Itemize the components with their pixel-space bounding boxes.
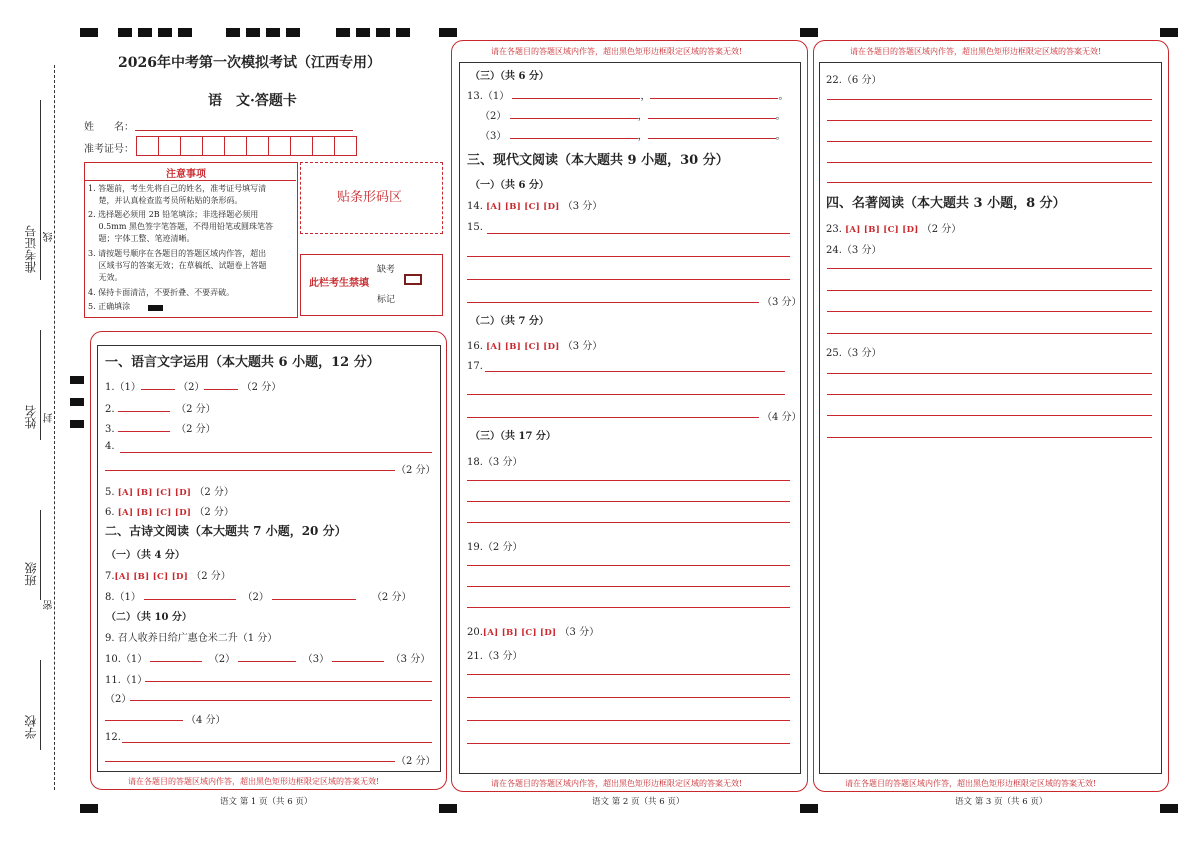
- answer-line[interactable]: [120, 452, 432, 453]
- alignment-mark: [226, 28, 240, 37]
- notice-item: 2. 选择题必须用 2B 铅笔填涂；非选择题必须用: [88, 210, 259, 219]
- score-label: （2 分）: [396, 465, 436, 476]
- subsection-title: （三）（共 6 分）: [470, 71, 549, 82]
- answer-line[interactable]: [485, 371, 785, 372]
- barcode-label: 贴条形码区: [337, 190, 403, 205]
- section4-title: 四、名著阅读（本大题共 3 小题，8 分）: [826, 196, 1066, 211]
- notice-item: 区域书写的答案无效；在草稿纸、试题卷上答题: [88, 261, 267, 270]
- notice-item: 3. 请按题号顺序在各题目的答题区域内作答，超出: [88, 249, 267, 258]
- question-23: 23. [A] [B] [C] [D] （2 分）: [826, 224, 962, 235]
- answer-line[interactable]: [827, 394, 1152, 395]
- alignment-mark: [1160, 28, 1178, 37]
- answer-line[interactable]: [467, 279, 790, 280]
- answer-line[interactable]: [827, 290, 1152, 291]
- answer-line[interactable]: [467, 417, 759, 418]
- question-13-1: 13.（1） ， 。: [467, 91, 789, 102]
- answer-line[interactable]: [827, 333, 1152, 334]
- question-10: 10.（1） （2） （3） （3 分）: [105, 654, 431, 665]
- notice-item: 5. 正确填涂: [88, 302, 131, 311]
- id-number-boxes[interactable]: [136, 136, 356, 156]
- answer-line[interactable]: [122, 742, 432, 743]
- alignment-mark: [70, 376, 84, 384]
- score-label: （4 分）: [186, 715, 226, 726]
- name-label: 姓 名：: [84, 122, 134, 133]
- question-1: 1.（1） （2） （2 分）: [105, 382, 282, 393]
- alignment-mark: [336, 28, 350, 37]
- warning-text: 请在各题目的答题区域内作答，超出黑色矩形边框限定区域的答案无效!: [491, 779, 743, 788]
- answer-line[interactable]: [467, 697, 790, 698]
- answer-line[interactable]: [827, 437, 1152, 438]
- warning-text: 请在各题目的答题区域内作答，超出黑色矩形边框限定区域的答案无效!: [128, 777, 380, 786]
- alignment-mark: [70, 420, 84, 428]
- subsection-title: （一）（共 4 分）: [106, 550, 185, 561]
- subsection-title: （一）（共 6 分）: [470, 180, 549, 191]
- notice-item: 楚，并认真检查监考员所粘贴的条形码。: [88, 196, 243, 205]
- answer-line[interactable]: [827, 311, 1152, 312]
- answer-line[interactable]: [467, 256, 790, 257]
- sidebar-label-name: 姓名: [24, 405, 38, 429]
- score-label: （4 分）: [762, 412, 802, 423]
- alignment-mark: [800, 804, 818, 813]
- answer-line[interactable]: [467, 565, 790, 566]
- warning-text: 请在各题目的答题区域内作答，超出黑色矩形边框限定区域的答案无效!: [850, 47, 1102, 56]
- page1-footer: 语文 第 1 页（共 6 页）: [220, 797, 313, 807]
- page2-footer: 语文 第 2 页（共 6 页）: [592, 797, 685, 807]
- question-16: 16. [A] [B] [C] [D] （3 分）: [467, 341, 603, 352]
- answer-line[interactable]: [467, 302, 759, 303]
- page2-answer-frame: [459, 62, 801, 774]
- answer-line[interactable]: [827, 373, 1152, 374]
- answer-line[interactable]: [467, 501, 790, 502]
- seal-char-seal: 封: [44, 413, 55, 423]
- question-13-2: （2） ， 。: [480, 111, 786, 122]
- question-14: 14. [A] [B] [C] [D] （3 分）: [467, 201, 603, 212]
- question-3: 3. （2 分）: [105, 424, 216, 435]
- exam-title: 2026年中考第一次模拟考试（江西专用）: [118, 55, 381, 71]
- subsection-title: （三）（共 17 分）: [470, 431, 556, 442]
- page3-answer-frame: [819, 62, 1162, 774]
- question-4: 4.: [105, 441, 115, 452]
- alignment-mark: [286, 28, 300, 37]
- absent-mark-box[interactable]: [404, 274, 422, 285]
- binding-line: [54, 65, 55, 790]
- answer-line[interactable]: [827, 182, 1152, 183]
- notice-title: 注意事项: [166, 169, 206, 180]
- alignment-mark: [118, 28, 132, 37]
- subsection-title: （二）（共 7 分）: [470, 316, 549, 327]
- question-9: 9. 召人收养日给广惠仓米二升（1 分）: [105, 633, 278, 644]
- filled-example-mark: [148, 305, 163, 311]
- section1-title: 一、语言文字运用（本大题共 6 小题，12 分）: [105, 355, 380, 370]
- sidebar-underline: [40, 100, 41, 280]
- notice-item: 0.5mm 黑色签字笔答题，不得用铅笔或圆珠笔答: [88, 222, 273, 231]
- question-11-part2: （2）: [105, 694, 132, 705]
- section2-title: 二、古诗文阅读（本大题共 7 小题，20 分）: [105, 524, 347, 538]
- notice-item: 题；字体工整、笔迹清晰。: [88, 234, 195, 243]
- sidebar-label-class: 班级: [24, 562, 38, 586]
- answer-line[interactable]: [827, 99, 1152, 100]
- alignment-mark: [356, 28, 370, 37]
- answer-line[interactable]: [827, 415, 1152, 416]
- answer-line[interactable]: [467, 674, 790, 675]
- sidebar-label-school: 学校: [24, 715, 38, 739]
- question-8: 8.（1） （2） （2 分）: [105, 592, 412, 603]
- answer-line[interactable]: [467, 720, 790, 721]
- alignment-mark: [376, 28, 390, 37]
- score-label: （2 分）: [396, 756, 436, 767]
- answer-line[interactable]: [105, 761, 395, 762]
- answer-line[interactable]: [145, 681, 432, 682]
- answer-line[interactable]: [467, 743, 790, 744]
- question-15: 15.: [467, 222, 483, 233]
- warning-text: 请在各题目的答题区域内作答，超出黑色矩形边框限定区域的答案无效!: [845, 779, 1097, 788]
- answer-line[interactable]: [467, 480, 790, 481]
- id-label: 准考证号：: [84, 144, 134, 155]
- alignment-mark: [138, 28, 152, 37]
- alignment-mark: [80, 28, 98, 37]
- question-20: 20.[A] [B] [C] [D] （3 分）: [467, 627, 600, 638]
- subtitle: 语 文·答题卡: [208, 93, 297, 109]
- answer-line[interactable]: [467, 394, 785, 395]
- notice-item: 1. 答题前，考生先将自己的姓名，准考证号填写清: [88, 184, 267, 193]
- answer-line[interactable]: [467, 607, 790, 608]
- alignment-mark: [439, 28, 457, 37]
- question-13-3: （3） ， 。: [480, 131, 786, 142]
- answer-line[interactable]: [105, 720, 183, 721]
- alignment-mark: [80, 804, 98, 813]
- score-label: （3 分）: [762, 297, 802, 308]
- alignment-mark: [1160, 804, 1178, 813]
- answer-line[interactable]: [105, 470, 395, 471]
- sidebar-underline: [40, 330, 41, 440]
- page3-footer: 语文 第 3 页（共 6 页）: [955, 797, 1048, 807]
- answer-line[interactable]: [827, 141, 1152, 142]
- sidebar-underline: [40, 660, 41, 750]
- notice-item: 无效。: [88, 273, 123, 282]
- notice-item: 4. 保持卡面清洁，不要折叠、不要弄破。: [88, 288, 235, 297]
- question-24: 24.（3 分）: [826, 245, 882, 256]
- alignment-mark: [266, 28, 280, 37]
- seal-char-line: 线: [44, 232, 55, 242]
- alignment-mark: [396, 28, 410, 37]
- question-7: 7.[A] [B] [C] [D] （2 分）: [105, 571, 231, 582]
- question-11: 11.（1）: [105, 675, 148, 686]
- alignment-mark: [800, 28, 818, 37]
- notice-divider: [84, 180, 296, 181]
- answer-line[interactable]: [467, 586, 790, 587]
- alignment-mark: [158, 28, 172, 37]
- subsection-title: （二）（共 10 分）: [106, 612, 192, 623]
- alignment-mark: [70, 398, 84, 406]
- question-17: 17.: [467, 361, 483, 372]
- answer-line[interactable]: [827, 268, 1152, 269]
- absent-label: 标记: [377, 295, 396, 305]
- forbidden-label: 此栏考生禁填: [309, 278, 369, 289]
- absent-label: 缺考: [377, 265, 396, 275]
- seal-char-secret: 密: [44, 600, 55, 610]
- question-19: 19.（2 分）: [467, 542, 523, 553]
- question-12: 12.: [105, 732, 121, 743]
- alignment-mark: [246, 28, 260, 37]
- answer-line[interactable]: [827, 162, 1152, 163]
- section3-title: 三、现代文阅读（本大题共 9 小题，30 分）: [467, 153, 729, 168]
- alignment-mark: [439, 804, 457, 813]
- question-5: 5. [A] [B] [C] [D] （2 分）: [105, 487, 234, 498]
- answer-line[interactable]: [827, 120, 1152, 121]
- name-field[interactable]: [135, 130, 353, 131]
- question-18: 18.（3 分）: [467, 457, 523, 468]
- answer-line[interactable]: [467, 522, 790, 523]
- answer-line[interactable]: [130, 700, 432, 701]
- question-2: 2. （2 分）: [105, 404, 216, 415]
- sidebar-label-id: 准考证号: [24, 225, 38, 273]
- warning-text: 请在各题目的答题区域内作答，超出黑色矩形边框限定区域的答案无效!: [491, 47, 743, 56]
- question-22: 22.（6 分）: [826, 75, 882, 86]
- question-6: 6. [A] [B] [C] [D] （2 分）: [105, 507, 234, 518]
- alignment-mark: [178, 28, 192, 37]
- question-21: 21.（3 分）: [467, 651, 523, 662]
- answer-line[interactable]: [487, 233, 790, 234]
- sidebar-underline: [40, 510, 41, 600]
- question-25: 25.（3 分）: [826, 348, 882, 359]
